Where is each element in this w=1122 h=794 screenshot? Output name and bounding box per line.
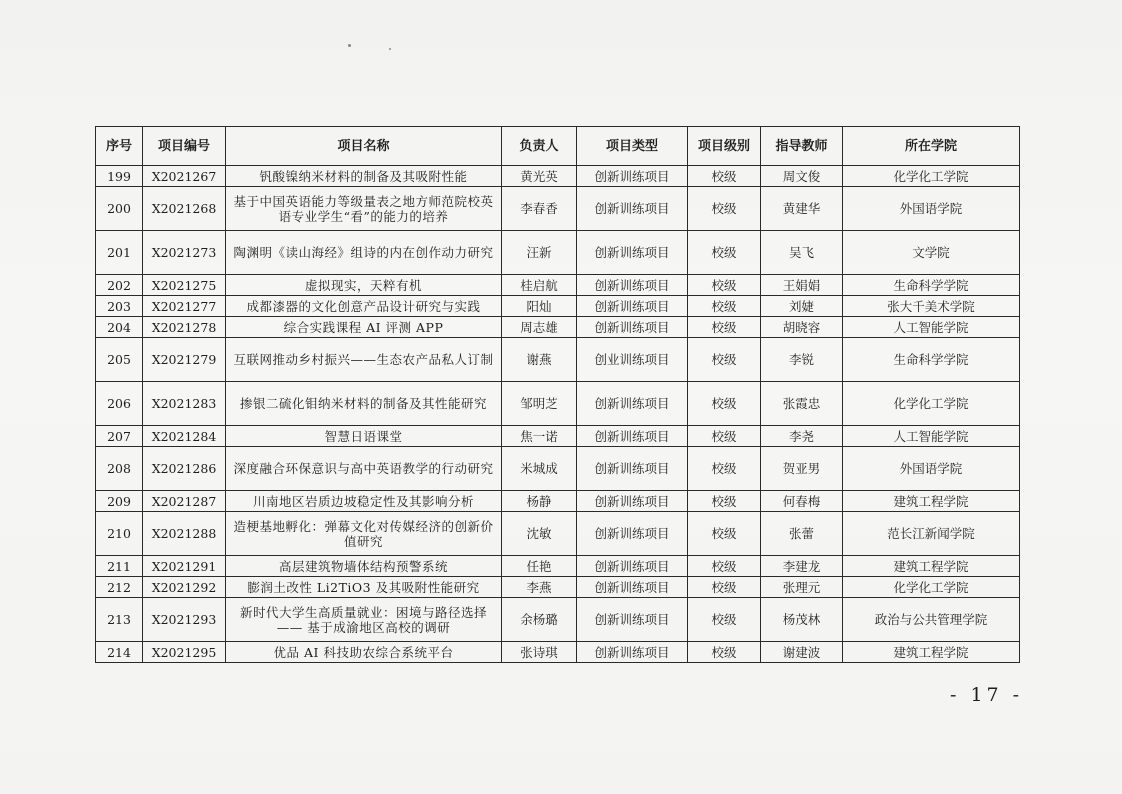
cell-college: 张大千美术学院 bbox=[843, 296, 1020, 317]
cell-project-code: X2021278 bbox=[143, 317, 226, 338]
cell-project-type: 创新训练项目 bbox=[577, 447, 688, 491]
cell-seq: 210 bbox=[96, 512, 143, 556]
cell-project-name: 膨润土改性 Li2TiO3 及其吸附性能研究 bbox=[226, 577, 502, 598]
cell-advisor: 刘婕 bbox=[761, 296, 843, 317]
cell-project-level: 校级 bbox=[688, 556, 761, 577]
header-project-code: 项目编号 bbox=[143, 127, 226, 166]
cell-project-code: X2021279 bbox=[143, 338, 226, 382]
cell-advisor: 李尧 bbox=[761, 426, 843, 447]
cell-project-code: X2021267 bbox=[143, 166, 226, 187]
cell-seq: 209 bbox=[96, 491, 143, 512]
cell-leader: 焦一诺 bbox=[502, 426, 577, 447]
cell-project-type: 创新训练项目 bbox=[577, 598, 688, 642]
cell-advisor: 杨茂林 bbox=[761, 598, 843, 642]
scan-speck bbox=[389, 48, 391, 50]
cell-seq: 214 bbox=[96, 642, 143, 663]
table-row bbox=[96, 556, 1020, 577]
cell-leader: 沈敏 bbox=[502, 512, 577, 556]
project-table bbox=[95, 126, 1020, 663]
cell-college: 化学化工学院 bbox=[843, 577, 1020, 598]
cell-leader: 桂启航 bbox=[502, 275, 577, 296]
cell-project-level: 校级 bbox=[688, 296, 761, 317]
table-body bbox=[96, 166, 1020, 663]
cell-project-level: 校级 bbox=[688, 382, 761, 426]
cell-project-name: 智慧日语课堂 bbox=[226, 426, 502, 447]
header-project-name: 项目名称 bbox=[226, 127, 502, 166]
cell-project-name: 造梗基地孵化：弹幕文化对传媒经济的创新价值研究 bbox=[226, 512, 502, 556]
cell-seq: 199 bbox=[96, 166, 143, 187]
cell-project-level: 校级 bbox=[688, 491, 761, 512]
cell-advisor: 吴飞 bbox=[761, 231, 843, 275]
cell-leader: 周志雄 bbox=[502, 317, 577, 338]
cell-project-level: 校级 bbox=[688, 577, 761, 598]
cell-advisor: 李建龙 bbox=[761, 556, 843, 577]
table-row bbox=[96, 296, 1020, 317]
cell-seq: 201 bbox=[96, 231, 143, 275]
cell-project-type: 创新训练项目 bbox=[577, 275, 688, 296]
cell-project-name: 高层建筑物墙体结构预警系统 bbox=[226, 556, 502, 577]
cell-project-level: 校级 bbox=[688, 447, 761, 491]
cell-project-name: 川南地区岩质边坡稳定性及其影响分析 bbox=[226, 491, 502, 512]
cell-college: 生命科学学院 bbox=[843, 338, 1020, 382]
table-row bbox=[96, 338, 1020, 382]
header-advisor: 指导教师 bbox=[761, 127, 843, 166]
cell-project-level: 校级 bbox=[688, 275, 761, 296]
cell-college: 生命科学学院 bbox=[843, 275, 1020, 296]
cell-leader: 李燕 bbox=[502, 577, 577, 598]
cell-project-level: 校级 bbox=[688, 317, 761, 338]
header-college: 所在学院 bbox=[843, 127, 1020, 166]
cell-project-type: 创业训练项目 bbox=[577, 338, 688, 382]
table-header-row bbox=[96, 127, 1020, 166]
cell-project-type: 创新训练项目 bbox=[577, 317, 688, 338]
cell-advisor: 张蕾 bbox=[761, 512, 843, 556]
cell-college: 建筑工程学院 bbox=[843, 491, 1020, 512]
cell-leader: 黄光英 bbox=[502, 166, 577, 187]
cell-advisor: 胡晓容 bbox=[761, 317, 843, 338]
cell-college: 政治与公共管理学院 bbox=[843, 598, 1020, 642]
cell-college: 人工智能学院 bbox=[843, 426, 1020, 447]
header-seq: 序号 bbox=[96, 127, 143, 166]
cell-seq: 207 bbox=[96, 426, 143, 447]
cell-project-code: X2021268 bbox=[143, 187, 226, 231]
cell-project-name: 互联网推动乡村振兴——生态农产品私人订制 bbox=[226, 338, 502, 382]
cell-advisor: 周文俊 bbox=[761, 166, 843, 187]
table-row bbox=[96, 382, 1020, 426]
cell-leader: 张诗琪 bbox=[502, 642, 577, 663]
cell-project-code: X2021284 bbox=[143, 426, 226, 447]
cell-project-name: 基于中国英语能力等级量表之地方师范院校英语专业学生“看”的能力的培养 bbox=[226, 187, 502, 231]
cell-college: 化学化工学院 bbox=[843, 382, 1020, 426]
table-row bbox=[96, 317, 1020, 338]
cell-leader: 任艳 bbox=[502, 556, 577, 577]
cell-advisor: 谢建波 bbox=[761, 642, 843, 663]
cell-project-code: X2021287 bbox=[143, 491, 226, 512]
table-row bbox=[96, 577, 1020, 598]
cell-seq: 205 bbox=[96, 338, 143, 382]
cell-leader: 邹明芝 bbox=[502, 382, 577, 426]
cell-project-type: 创新训练项目 bbox=[577, 556, 688, 577]
cell-project-code: X2021275 bbox=[143, 275, 226, 296]
cell-project-type: 创新训练项目 bbox=[577, 296, 688, 317]
cell-advisor: 贺亚男 bbox=[761, 447, 843, 491]
cell-leader: 李春香 bbox=[502, 187, 577, 231]
cell-project-name: 虚拟现实，天粹有机 bbox=[226, 275, 502, 296]
cell-project-name: 掺银二硫化钼纳米材料的制备及其性能研究 bbox=[226, 382, 502, 426]
cell-seq: 200 bbox=[96, 187, 143, 231]
header-leader: 负责人 bbox=[502, 127, 577, 166]
cell-leader: 米城成 bbox=[502, 447, 577, 491]
cell-project-code: X2021291 bbox=[143, 556, 226, 577]
cell-project-name: 成都漆器的文化创意产品设计研究与实践 bbox=[226, 296, 502, 317]
cell-project-level: 校级 bbox=[688, 598, 761, 642]
cell-college: 外国语学院 bbox=[843, 447, 1020, 491]
table-row bbox=[96, 166, 1020, 187]
cell-college: 文学院 bbox=[843, 231, 1020, 275]
cell-project-type: 创新训练项目 bbox=[577, 166, 688, 187]
cell-leader: 阳灿 bbox=[502, 296, 577, 317]
page-number: - 17 - bbox=[950, 684, 1024, 706]
cell-project-code: X2021286 bbox=[143, 447, 226, 491]
cell-project-type: 创新训练项目 bbox=[577, 187, 688, 231]
cell-seq: 213 bbox=[96, 598, 143, 642]
cell-leader: 谢燕 bbox=[502, 338, 577, 382]
cell-project-level: 校级 bbox=[688, 187, 761, 231]
cell-college: 建筑工程学院 bbox=[843, 642, 1020, 663]
cell-project-level: 校级 bbox=[688, 166, 761, 187]
cell-leader: 汪新 bbox=[502, 231, 577, 275]
table-row bbox=[96, 642, 1020, 663]
cell-project-level: 校级 bbox=[688, 512, 761, 556]
cell-project-code: X2021273 bbox=[143, 231, 226, 275]
cell-seq: 212 bbox=[96, 577, 143, 598]
header-project-type: 项目类型 bbox=[577, 127, 688, 166]
cell-project-name: 综合实践课程 AI 评测 APP bbox=[226, 317, 502, 338]
cell-project-code: X2021295 bbox=[143, 642, 226, 663]
cell-seq: 204 bbox=[96, 317, 143, 338]
cell-advisor: 李锐 bbox=[761, 338, 843, 382]
cell-project-level: 校级 bbox=[688, 426, 761, 447]
cell-project-name: 优品 AI 科技助农综合系统平台 bbox=[226, 642, 502, 663]
cell-advisor: 王娟娟 bbox=[761, 275, 843, 296]
cell-project-name: 深度融合环保意识与高中英语教学的行动研究 bbox=[226, 447, 502, 491]
table-row bbox=[96, 275, 1020, 296]
cell-project-name: 新时代大学生高质量就业：困境与路径选择—— 基于成渝地区高校的调研 bbox=[226, 598, 502, 642]
cell-college: 外国语学院 bbox=[843, 187, 1020, 231]
cell-advisor: 黄建华 bbox=[761, 187, 843, 231]
cell-advisor: 何春梅 bbox=[761, 491, 843, 512]
cell-project-code: X2021288 bbox=[143, 512, 226, 556]
table-row bbox=[96, 187, 1020, 231]
cell-project-level: 校级 bbox=[688, 642, 761, 663]
cell-college: 建筑工程学院 bbox=[843, 556, 1020, 577]
cell-seq: 211 bbox=[96, 556, 143, 577]
table-row bbox=[96, 491, 1020, 512]
cell-college: 范长江新闻学院 bbox=[843, 512, 1020, 556]
table-row bbox=[96, 231, 1020, 275]
cell-leader: 余杨璐 bbox=[502, 598, 577, 642]
scan-speck bbox=[348, 44, 351, 47]
table-row bbox=[96, 447, 1020, 491]
cell-project-type: 创新训练项目 bbox=[577, 382, 688, 426]
cell-project-code: X2021292 bbox=[143, 577, 226, 598]
cell-advisor: 张霞忠 bbox=[761, 382, 843, 426]
cell-project-type: 创新训练项目 bbox=[577, 426, 688, 447]
cell-seq: 206 bbox=[96, 382, 143, 426]
cell-project-type: 创新训练项目 bbox=[577, 577, 688, 598]
header-project-level: 项目级别 bbox=[688, 127, 761, 166]
table-row bbox=[96, 512, 1020, 556]
cell-project-type: 创新训练项目 bbox=[577, 491, 688, 512]
cell-leader: 杨静 bbox=[502, 491, 577, 512]
cell-project-type: 创新训练项目 bbox=[577, 512, 688, 556]
cell-project-name: 钒酸镍纳米材料的制备及其吸附性能 bbox=[226, 166, 502, 187]
cell-advisor: 张理元 bbox=[761, 577, 843, 598]
cell-project-code: X2021283 bbox=[143, 382, 226, 426]
table-row bbox=[96, 598, 1020, 642]
cell-project-level: 校级 bbox=[688, 338, 761, 382]
cell-seq: 208 bbox=[96, 447, 143, 491]
table-row bbox=[96, 426, 1020, 447]
cell-project-name: 陶渊明《读山海经》组诗的内在创作动力研究 bbox=[226, 231, 502, 275]
cell-project-code: X2021293 bbox=[143, 598, 226, 642]
cell-college: 化学化工学院 bbox=[843, 166, 1020, 187]
cell-seq: 203 bbox=[96, 296, 143, 317]
cell-project-level: 校级 bbox=[688, 231, 761, 275]
cell-project-code: X2021277 bbox=[143, 296, 226, 317]
cell-seq: 202 bbox=[96, 275, 143, 296]
cell-college: 人工智能学院 bbox=[843, 317, 1020, 338]
cell-project-type: 创新训练项目 bbox=[577, 231, 688, 275]
cell-project-type: 创新训练项目 bbox=[577, 642, 688, 663]
